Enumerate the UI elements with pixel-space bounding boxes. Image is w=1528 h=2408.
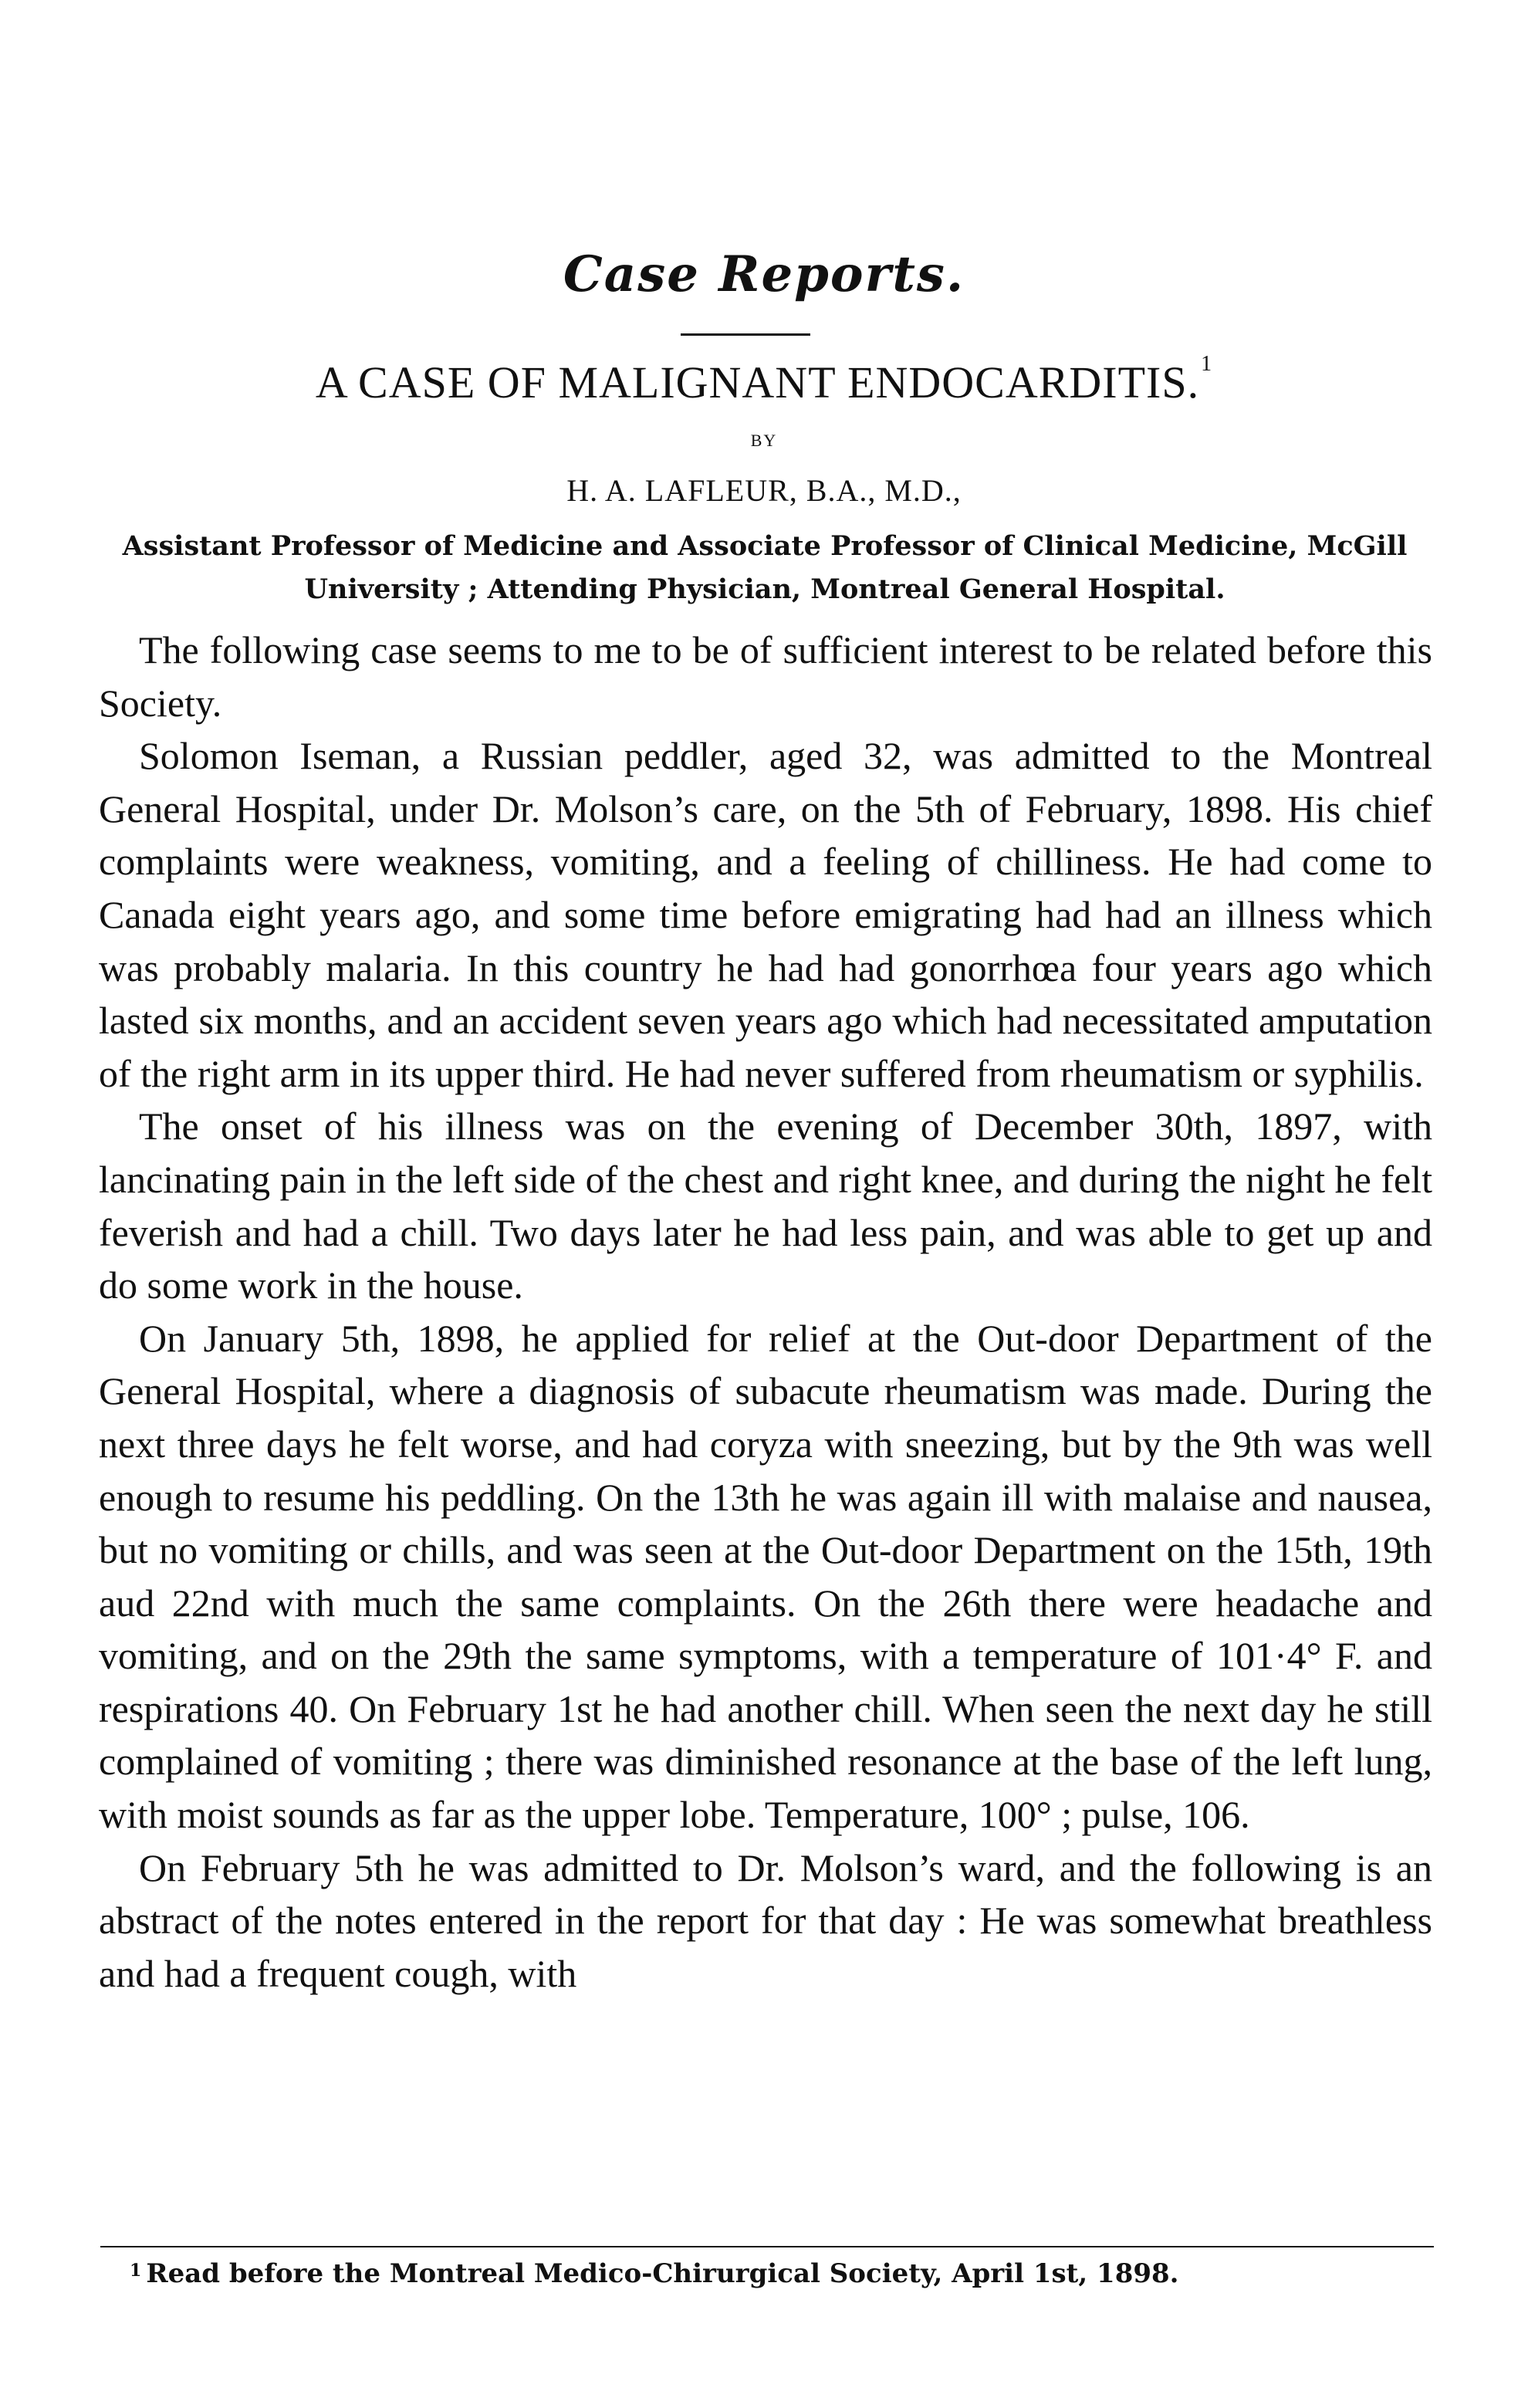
byline-by: BY [750, 431, 778, 450]
author-name: H. A. LAFLEUR, B.A., M.D., [566, 473, 962, 508]
paragraph: Solomon Iseman, a Russian peddler, aged 32, was admitted to the Montreal General Hospital, under Dr. Molson’s care, on the 5th of February, 1898. His chief complaints were weakness, vomiting, and a feeling of chilliness. He had come to Canada eight years ago, and some time before emigrating had had an illness which was probably malaria. In this country he had had gonorrhœa four years ago which lasted six months, and an accident seven years ago which had necessitated amputation of the right arm in its upper third. He had never suffered from rheumatism or syphilis. [99, 734, 1432, 1095]
heading-rule [681, 333, 810, 336]
article-title-text: A CASE OF MALIGNANT ENDOCARDITIS. [315, 357, 1200, 408]
section-heading: Case Reports. [563, 245, 965, 303]
footnote-text: Read before the Montreal Medico-Chirurgical Society, April 1st, 1898. [146, 2258, 1179, 2289]
footnote-rule [100, 2246, 1434, 2247]
footnote [130, 2257, 1442, 2291]
author-affiliation: Assistant Professor of Medicine and Associate Professor of Clinical Medicine, McGill University ; Attending Physician, Montreal General Hospital. [122, 530, 1408, 605]
footnote-marker: 1 [130, 2261, 142, 2281]
paragraph: On January 5th, 1898, he applied for relief at the Out-door Department of the General Hospital, where a diagnosis of subacute rheumatism was made. During the next three days he felt worse, and had coryza with sneezing, but by the 9th was well enough to resume his peddling. On the 13th he was again ill with malaise and nausea, but no vomiting or chills, and was seen at the Out-door Department on the 15th, 19th aud 22nd with much the same complaints. On the 26th there were headache and vomiting, and on the 29th the same symptoms, with a temperature of 101·4° F. and respirations 40. On February 1st he had another chill. When seen the next day he still complained of vomiting ; there was diminished resonance at the base of the left lung, with moist sounds as far as the upper lobe. Temperature, 100° ; pulse, 106. [99, 1316, 1432, 1837]
paragraph: On February 5th he was admitted to Dr. Molson’s ward, and the following is an abstract of the notes entered in the report for that day : He was somewhat breathless and had a frequent cough, with [99, 1845, 1432, 1995]
paragraph: The onset of his illness was on the evening of December 30th, 1897, with lancinating pain in the left side of the chest and right knee, and during the night he felt feverish and had a chill. Two days later he had less pain, and was able to get up and do some work in the house. [99, 1104, 1432, 1307]
article-title [0, 352, 1528, 408]
body-text [99, 624, 1432, 2000]
title-footnote-marker: 1 [1201, 352, 1213, 376]
paragraph: The following case seems to me to be of sufficient interest to be related before this Society. [99, 628, 1432, 725]
